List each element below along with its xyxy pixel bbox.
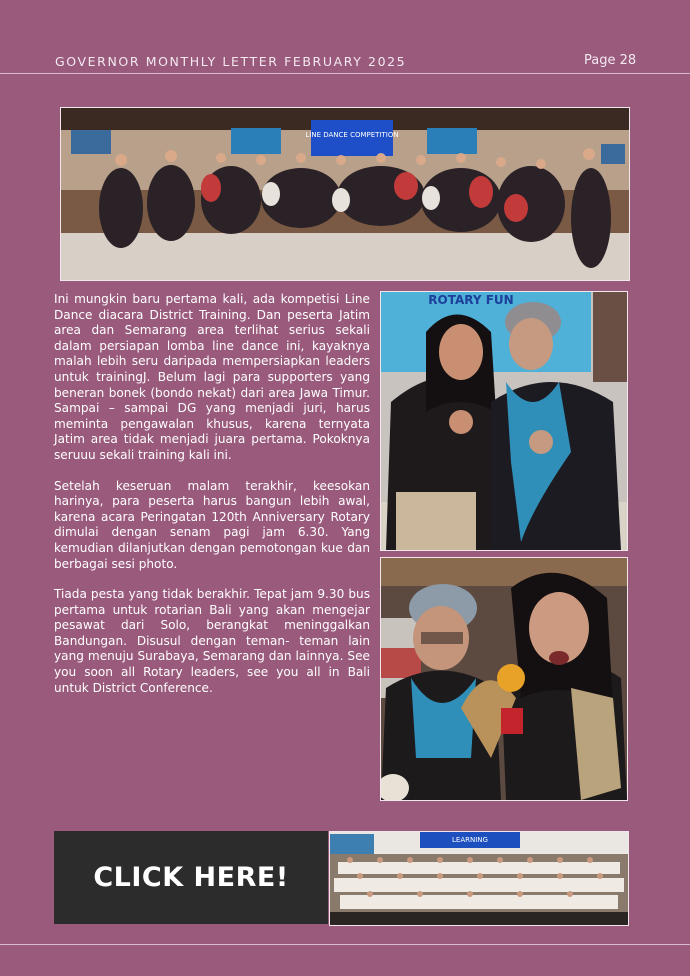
- group-photo-line-dance: [60, 107, 630, 281]
- screen-banner-text: ROTARY FUN: [428, 293, 514, 307]
- article-body: [54, 292, 370, 711]
- photo-thumbs-up: [380, 291, 628, 551]
- page-number: Page 28: [584, 53, 637, 68]
- header-divider: [0, 73, 690, 74]
- photo-banner-text: LEARNING: [452, 836, 488, 844]
- article-paragraph-3: Tiada pesta yang tidak berakhir. Tepat jam 9.30 bus pertama untuk rotarian Bali yang akan mengejar pesawat dari Solo, berangkat meninggalkan Bandungan. Disusul dengan teman- teman lain yang menuju Surabaya, Semarang dan lainnya. See you soon all Rotary leaders, see you all in Bali untuk District Conference.: [54, 587, 370, 695]
- photo-cake-celebration: [380, 557, 628, 801]
- newsletter-title: GOVERNOR MONTHLY LETTER FEBRUARY 2025: [55, 54, 407, 69]
- article-paragraph-2: Setelah keseruan malam terakhir, keesokan harinya, para peserta harus bangun lebih awal, karena acara Peringatan 120th Anniversary Rotary dimulai dengan senam pagi jam 6.30. Yang kemudian dilanjutkan dengan pemotongan kue dan berbagai sesi photo.: [54, 478, 370, 571]
- click-here-button[interactable]: CLICK HERE!: [54, 831, 328, 924]
- stage-banner-text: LINE DANCE COMPETITION: [305, 131, 399, 139]
- article-paragraph-1: Ini mungkin baru pertama kali, ada kompetisi Line Dance diacara District Training. Dan peserta Jatim area dan Semarang area terlihat serius sekali dalam persiapan lomba line dance ini, kayaknya malah lebih seru daripada mempersiapkan leaders untuk trainingJ. Belum lagi para supporters yang beneran bonek (bondo nekat) dari area Jawa Timur. Sampai – sampai DG yang menjadi juri, harus meminta pengawalan khusus, karena ternyata Jatim area tidak menjadi juara pertama. Pokoknya seruuu sekali training kali ini.: [54, 292, 370, 462]
- group-photo-training[interactable]: [329, 831, 629, 926]
- footer-divider: [0, 944, 690, 945]
